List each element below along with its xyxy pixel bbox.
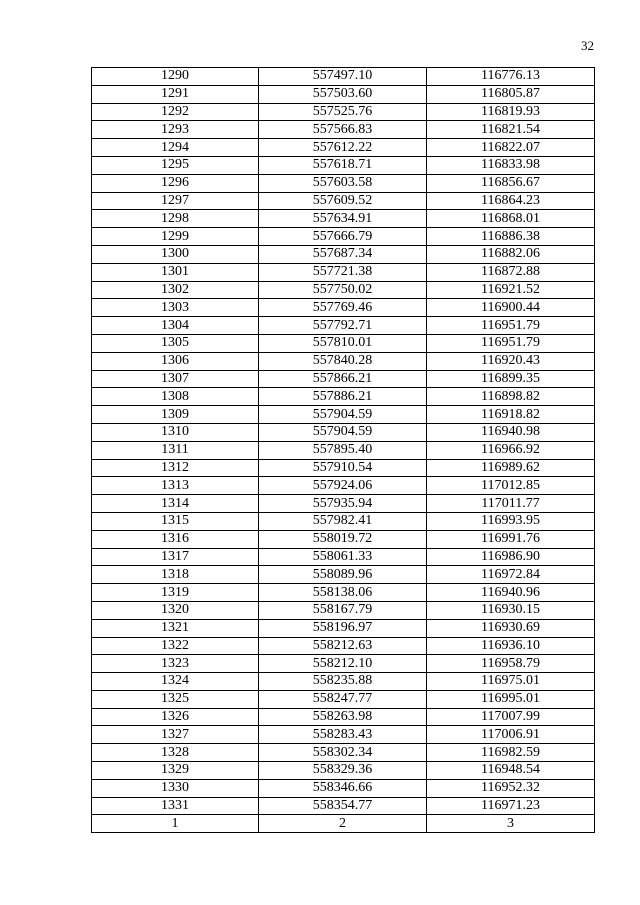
y-coordinate-cell: 116951.79 (427, 334, 595, 352)
y-coordinate-cell: 116952.32 (427, 779, 595, 797)
x-coordinate-cell: 558196.97 (259, 619, 427, 637)
point-number-cell: 1312 (92, 459, 259, 477)
x-coordinate-cell: 558212.10 (259, 655, 427, 673)
x-coordinate-cell: 557866.21 (259, 370, 427, 388)
y-coordinate-cell: 117006.91 (427, 726, 595, 744)
table-row (92, 68, 595, 86)
y-coordinate-cell: 116986.90 (427, 548, 595, 566)
x-coordinate-cell: 557566.83 (259, 121, 427, 139)
point-number-cell: 1317 (92, 548, 259, 566)
table-row (92, 779, 595, 797)
table-row (92, 245, 595, 263)
x-coordinate-cell: 558283.43 (259, 726, 427, 744)
y-coordinate-cell: 117007.99 (427, 708, 595, 726)
x-coordinate-cell: 557503.60 (259, 85, 427, 103)
point-number-cell: 1296 (92, 174, 259, 192)
point-number-cell: 1306 (92, 352, 259, 370)
y-coordinate-cell: 116930.15 (427, 601, 595, 619)
y-coordinate-cell: 117011.77 (427, 495, 595, 513)
x-coordinate-cell: 557886.21 (259, 388, 427, 406)
point-number-cell: 1290 (92, 68, 259, 86)
point-number-cell: 1298 (92, 210, 259, 228)
table-row (92, 655, 595, 673)
point-number-cell: 1291 (92, 85, 259, 103)
table-row (92, 637, 595, 655)
table-row (92, 228, 595, 246)
x-coordinate-cell: 558061.33 (259, 548, 427, 566)
point-number-cell: 1302 (92, 281, 259, 299)
y-coordinate-cell: 116971.23 (427, 797, 595, 815)
x-coordinate-cell: 558247.77 (259, 690, 427, 708)
point-number-cell: 1328 (92, 744, 259, 762)
point-number-cell: 1301 (92, 263, 259, 281)
table-row (92, 512, 595, 530)
x-coordinate-cell: 557810.01 (259, 334, 427, 352)
point-number-cell: 1303 (92, 299, 259, 317)
point-number-cell: 1329 (92, 762, 259, 780)
point-number-cell: 1292 (92, 103, 259, 121)
table-row (92, 495, 595, 513)
y-coordinate-cell: 116951.79 (427, 317, 595, 335)
coordinates-table-body (92, 68, 595, 833)
table-row (92, 797, 595, 815)
point-number-cell: 1309 (92, 406, 259, 424)
point-number-cell: 1327 (92, 726, 259, 744)
table-row (92, 423, 595, 441)
x-coordinate-cell: 557634.91 (259, 210, 427, 228)
x-coordinate-cell: 558302.34 (259, 744, 427, 762)
point-number-cell: 1321 (92, 619, 259, 637)
point-number-cell: 1305 (92, 334, 259, 352)
table-row (92, 548, 595, 566)
y-coordinate-cell: 116886.38 (427, 228, 595, 246)
y-coordinate-cell: 116975.01 (427, 673, 595, 691)
y-coordinate-cell: 116822.07 (427, 139, 595, 157)
y-coordinate-cell: 116940.98 (427, 423, 595, 441)
x-coordinate-cell: 558354.77 (259, 797, 427, 815)
y-coordinate-cell: 116991.76 (427, 530, 595, 548)
table-row (92, 317, 595, 335)
x-coordinate-cell: 557935.94 (259, 495, 427, 513)
table-row (92, 299, 595, 317)
point-number-cell: 1308 (92, 388, 259, 406)
point-number-cell: 1318 (92, 566, 259, 584)
x-coordinate-cell: 557612.22 (259, 139, 427, 157)
x-coordinate-cell: 558346.66 (259, 779, 427, 797)
x-coordinate-cell: 557721.38 (259, 263, 427, 281)
page-number: 32 (581, 38, 594, 53)
point-number-cell: 1315 (92, 512, 259, 530)
y-coordinate-cell: 116805.87 (427, 85, 595, 103)
table-row (92, 601, 595, 619)
y-coordinate-cell: 116982.59 (427, 744, 595, 762)
y-coordinate-cell: 116989.62 (427, 459, 595, 477)
y-coordinate-cell: 116918.82 (427, 406, 595, 424)
x-coordinate-cell: 557792.71 (259, 317, 427, 335)
table-row (92, 690, 595, 708)
point-number-cell: 1311 (92, 441, 259, 459)
column-number-row (92, 815, 595, 833)
table-row (92, 174, 595, 192)
x-coordinate-cell: 557497.10 (259, 68, 427, 86)
table-row (92, 673, 595, 691)
y-coordinate-cell: 116821.54 (427, 121, 595, 139)
table-row (92, 352, 595, 370)
y-coordinate-cell: 116899.35 (427, 370, 595, 388)
point-number-cell: 1319 (92, 584, 259, 602)
y-coordinate-cell: 116872.88 (427, 263, 595, 281)
table-row (92, 726, 595, 744)
point-number-cell: 1325 (92, 690, 259, 708)
point-number-cell: 1313 (92, 477, 259, 495)
table-row (92, 334, 595, 352)
column-number-cell: 1 (92, 815, 259, 833)
table-row (92, 566, 595, 584)
y-coordinate-cell: 116921.52 (427, 281, 595, 299)
x-coordinate-cell: 557840.28 (259, 352, 427, 370)
table-row (92, 744, 595, 762)
x-coordinate-cell: 558089.96 (259, 566, 427, 584)
table-row (92, 459, 595, 477)
x-coordinate-cell: 557904.59 (259, 406, 427, 424)
point-number-cell: 1300 (92, 245, 259, 263)
x-coordinate-cell: 557687.34 (259, 245, 427, 263)
y-coordinate-cell: 116776.13 (427, 68, 595, 86)
x-coordinate-cell: 558138.06 (259, 584, 427, 602)
y-coordinate-cell: 116898.82 (427, 388, 595, 406)
point-number-cell: 1314 (92, 495, 259, 513)
x-coordinate-cell: 558263.98 (259, 708, 427, 726)
y-coordinate-cell: 116900.44 (427, 299, 595, 317)
y-coordinate-cell: 116882.06 (427, 245, 595, 263)
table-row (92, 530, 595, 548)
x-coordinate-cell: 557666.79 (259, 228, 427, 246)
table-row (92, 192, 595, 210)
point-number-cell: 1307 (92, 370, 259, 388)
table-row (92, 762, 595, 780)
x-coordinate-cell: 557895.40 (259, 441, 427, 459)
x-coordinate-cell: 557525.76 (259, 103, 427, 121)
table-row (92, 388, 595, 406)
y-coordinate-cell: 116856.67 (427, 174, 595, 192)
point-number-cell: 1294 (92, 139, 259, 157)
x-coordinate-cell: 558167.79 (259, 601, 427, 619)
coordinates-table (91, 67, 595, 833)
point-number-cell: 1320 (92, 601, 259, 619)
x-coordinate-cell: 558212.63 (259, 637, 427, 655)
table-row (92, 156, 595, 174)
x-coordinate-cell: 557769.46 (259, 299, 427, 317)
point-number-cell: 1323 (92, 655, 259, 673)
x-coordinate-cell: 557982.41 (259, 512, 427, 530)
y-coordinate-cell: 116995.01 (427, 690, 595, 708)
x-coordinate-cell: 557750.02 (259, 281, 427, 299)
point-number-cell: 1299 (92, 228, 259, 246)
table-row (92, 103, 595, 121)
table-row (92, 406, 595, 424)
column-number-cell: 3 (427, 815, 595, 833)
point-number-cell: 1326 (92, 708, 259, 726)
table-row (92, 584, 595, 602)
point-number-cell: 1331 (92, 797, 259, 815)
table-row (92, 441, 595, 459)
y-coordinate-cell: 116864.23 (427, 192, 595, 210)
x-coordinate-cell: 558235.88 (259, 673, 427, 691)
y-coordinate-cell: 116948.54 (427, 762, 595, 780)
x-coordinate-cell: 558019.72 (259, 530, 427, 548)
y-coordinate-cell: 116920.43 (427, 352, 595, 370)
y-coordinate-cell: 116940.96 (427, 584, 595, 602)
y-coordinate-cell: 117012.85 (427, 477, 595, 495)
y-coordinate-cell: 116936.10 (427, 637, 595, 655)
point-number-cell: 1293 (92, 121, 259, 139)
x-coordinate-cell: 558329.36 (259, 762, 427, 780)
y-coordinate-cell: 116958.79 (427, 655, 595, 673)
y-coordinate-cell: 116833.98 (427, 156, 595, 174)
x-coordinate-cell: 557910.54 (259, 459, 427, 477)
x-coordinate-cell: 557904.59 (259, 423, 427, 441)
point-number-cell: 1324 (92, 673, 259, 691)
point-number-cell: 1310 (92, 423, 259, 441)
point-number-cell: 1304 (92, 317, 259, 335)
y-coordinate-cell: 116993.95 (427, 512, 595, 530)
table-row (92, 263, 595, 281)
table-row (92, 619, 595, 637)
table-row (92, 281, 595, 299)
point-number-cell: 1297 (92, 192, 259, 210)
point-number-cell: 1322 (92, 637, 259, 655)
x-coordinate-cell: 557603.58 (259, 174, 427, 192)
table-row (92, 708, 595, 726)
point-number-cell: 1295 (92, 156, 259, 174)
table-row (92, 477, 595, 495)
table-row (92, 85, 595, 103)
y-coordinate-cell: 116966.92 (427, 441, 595, 459)
table-row (92, 370, 595, 388)
column-number-cell: 2 (259, 815, 427, 833)
point-number-cell: 1316 (92, 530, 259, 548)
point-number-cell: 1330 (92, 779, 259, 797)
table-row (92, 121, 595, 139)
table-row (92, 139, 595, 157)
y-coordinate-cell: 116972.84 (427, 566, 595, 584)
y-coordinate-cell: 116930.69 (427, 619, 595, 637)
x-coordinate-cell: 557924.06 (259, 477, 427, 495)
y-coordinate-cell: 116819.93 (427, 103, 595, 121)
x-coordinate-cell: 557618.71 (259, 156, 427, 174)
table-row (92, 210, 595, 228)
y-coordinate-cell: 116868.01 (427, 210, 595, 228)
x-coordinate-cell: 557609.52 (259, 192, 427, 210)
